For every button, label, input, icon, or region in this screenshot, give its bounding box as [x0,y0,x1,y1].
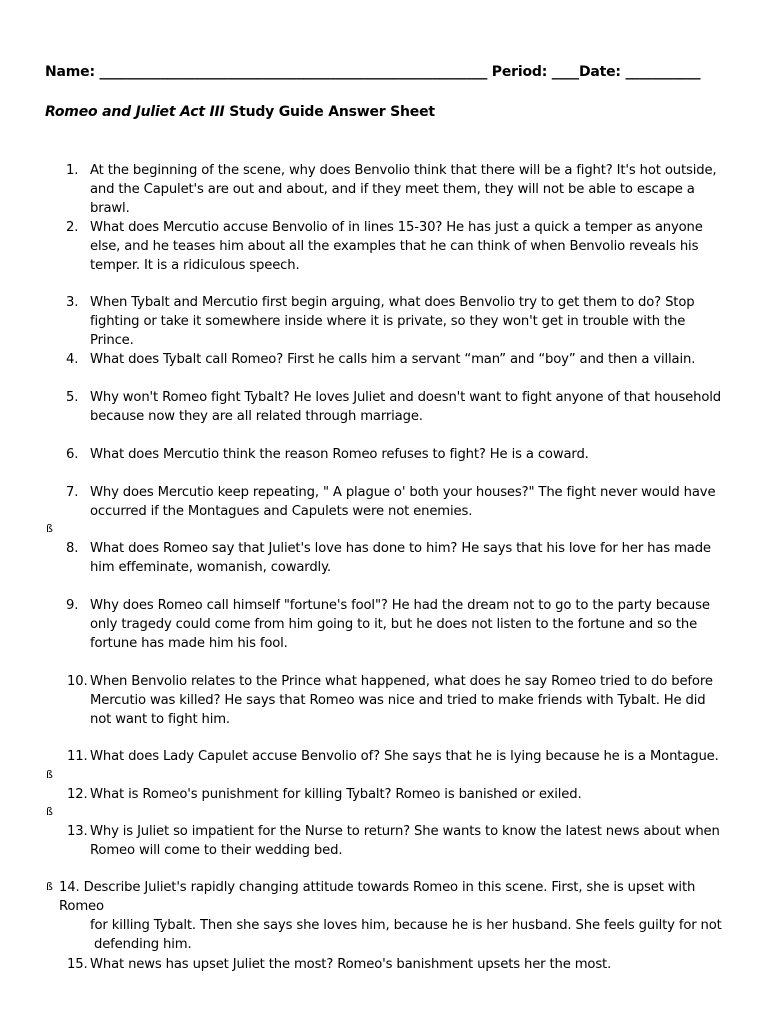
margin-mark: ß [46,805,53,818]
question-text: What does Tybalt call Romeo? First he calls him a servant “man” and “boy” and then a villain. [90,352,696,367]
question-13 [67,822,730,860]
question-10 [67,672,730,729]
question-number: 11. [67,749,88,764]
question-11 [67,747,730,766]
question-number: 3. [66,295,79,310]
title-italic: Romeo and Juliet Act III [45,104,225,120]
question-text: Why does Romeo call himself "fortune's fool"? He had the dream not to go to the party because only tragedy could come from him going to it, but he does not listen to the fortune and so the fortune has made him his fool. [90,598,710,651]
question-number: 8. [66,541,79,556]
question-4 [66,350,730,369]
question-7 [66,483,730,521]
question-number: 7. [66,485,79,500]
margin-mark: ß [46,768,53,781]
margin-mark: ß [46,522,53,535]
question-text: Why won't Romeo fight Tybalt? He loves Juliet and doesn't want to fight anyone of that household because now they are all related through marriage. [90,390,721,424]
question-number: 13. [67,824,88,839]
question-number: 12. [67,787,88,802]
title-rest: Study Guide Answer Sheet [224,104,435,120]
question-15 [67,955,730,974]
question-14-line-3: defending him. [94,937,192,952]
name-period-date-line: Name: _________________________________________________________ Period: ____Date: ___________ [45,64,701,80]
question-number: 9. [66,598,79,613]
question-14 [59,878,729,954]
question-number: 6. [66,447,79,462]
question-text: Why does Mercutio keep repeating, " A plague o' both your houses?" The fight never would have occurred if the Montagues and Capulets were not enemies. [90,485,716,519]
margin-mark: ß [46,880,53,893]
question-text: What news has upset Juliet the most? Romeo's banishment upsets her the most. [90,957,612,972]
question-text: When Benvolio relates to the Prince what happened, what does he say Romeo tried to do before Mercutio was killed? He says that Romeo was nice and tried to make friends with Tybalt. He did not want to fight him. [90,674,713,727]
question-14-line-1: 14. Describe Juliet's rapidly changing attitude towards Romeo in this scene. First, she is upset with Romeo [59,880,696,914]
question-number: 10. [67,674,88,689]
question-5 [66,388,730,426]
question-number: 15. [67,957,88,972]
question-text: What does Lady Capulet accuse Benvolio of? She says that he is lying because he is a Montague. [90,749,719,764]
document-title [45,104,435,120]
question-14-line-2: for killing Tybalt. Then she says she loves him, because he is her husband. She feels guilty for not [90,918,722,933]
question-number: 2. [66,220,79,235]
question-number: 5. [66,390,79,405]
question-3 [66,293,730,350]
question-2 [66,218,730,275]
question-8 [66,539,730,577]
question-number: 4. [66,352,79,367]
question-6 [66,445,730,464]
question-12 [67,785,730,804]
question-9 [66,596,730,653]
question-1 [66,161,730,218]
question-text: What does Romeo say that Juliet's love has done to him? He says that his love for her has made him effeminate, womanish, cowardly. [90,541,711,575]
question-text: What does Mercutio accuse Benvolio of in lines 15-30? He has just a quick a temper as anyone else, and he teases him about all the examples that he can think of when Benvolio reveals his temper. It is a ridiculous speech. [90,220,703,273]
question-text: At the beginning of the scene, why does Benvolio think that there will be a fight? It's hot outside, and the Capulet's are out and about, and if they meet them, they will not be able to escape a brawl. [90,163,717,216]
question-text: When Tybalt and Mercutio first begin arguing, what does Benvolio try to get them to do? Stop fighting or take it somewhere inside where it is private, so they won't get in trouble with the Prince. [90,295,695,348]
question-text: What is Romeo's punishment for killing Tybalt? Romeo is banished or exiled. [90,787,582,802]
question-text: Why is Juliet so impatient for the Nurse to return? She wants to know the latest news about when Romeo will come to their wedding bed. [90,824,720,858]
question-text: What does Mercutio think the reason Romeo refuses to fight? He is a coward. [90,447,589,462]
question-number: 1. [66,163,79,178]
